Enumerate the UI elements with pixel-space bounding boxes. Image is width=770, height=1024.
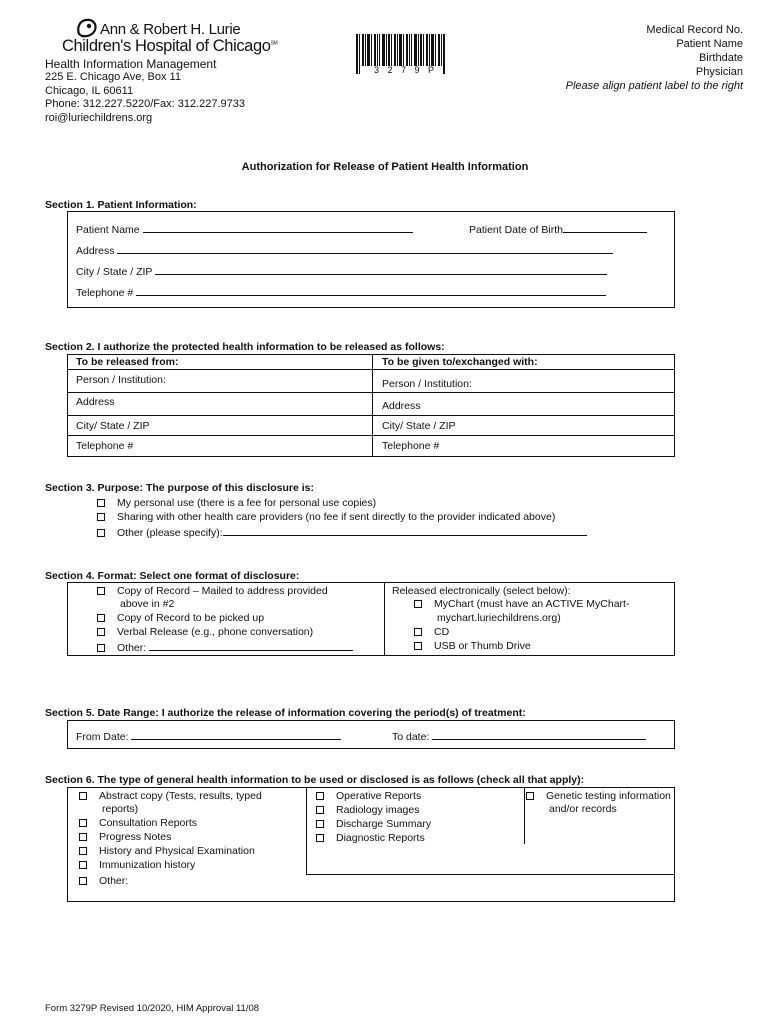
from-date-label: From Date: xyxy=(76,731,129,743)
info-operative-label: Operative Reports xyxy=(336,790,422,802)
label-line-physician: Physician xyxy=(695,66,743,78)
label-note: Please align patient label to the right xyxy=(565,80,743,92)
info-diagnostic-checkbox[interactable] xyxy=(316,834,324,842)
from-person[interactable]: Person / Institution: xyxy=(76,374,166,386)
dob-label: Patient Date of Birth xyxy=(469,224,563,236)
city-field[interactable] xyxy=(155,264,607,275)
info-abstract-checkbox[interactable] xyxy=(79,792,87,800)
telephone-field[interactable] xyxy=(136,285,606,296)
format-pickup xyxy=(97,612,264,624)
to-city[interactable]: City/ State / ZIP xyxy=(382,420,456,432)
dob-field[interactable] xyxy=(563,222,647,233)
info-radiology-label: Radiology images xyxy=(336,804,420,816)
format-verbal-checkbox[interactable] xyxy=(97,628,105,636)
info-genetic-label: Genetic testing information xyxy=(546,790,671,802)
address-row xyxy=(76,243,613,257)
format-mychart xyxy=(414,598,629,610)
telephone-label: Telephone # xyxy=(76,287,134,299)
email: roi@luriechildrens.org xyxy=(45,112,153,124)
info-immunization-checkbox[interactable] xyxy=(79,861,87,869)
logo-line-1: Ann & Robert H. Lurie xyxy=(100,21,241,38)
to-person[interactable]: Person / Institution: xyxy=(382,378,472,390)
info-history-checkbox[interactable] xyxy=(79,847,87,855)
format-pickup-label: Copy of Record to be picked up xyxy=(117,612,265,624)
section-4-title: Section 4. Format: Select one format of disclosure: xyxy=(45,570,300,582)
info-genetic-checkbox[interactable] xyxy=(526,792,534,800)
label-line-birthdate: Birthdate xyxy=(698,52,743,64)
from-address[interactable]: Address xyxy=(76,396,115,408)
purpose-other xyxy=(97,525,587,539)
phone-fax: Phone: 312.227.5220/Fax: 312.227.9733 xyxy=(45,98,246,110)
section-1-title: Section 1. Patient Information: xyxy=(45,199,197,211)
info-abstract xyxy=(79,790,262,802)
format-usb-label: USB or Thumb Drive xyxy=(434,640,531,652)
info-other xyxy=(79,875,128,887)
format-mailed-cont: above in #2 xyxy=(120,598,175,610)
to-date-row xyxy=(392,729,646,743)
to-date-label: To date: xyxy=(392,731,430,743)
page-title: Authorization for Release of Patient Health Information xyxy=(241,161,529,173)
info-diagnostic xyxy=(316,832,425,844)
info-abstract-cont: reports) xyxy=(102,803,139,815)
city-label: City / State / ZIP xyxy=(76,266,153,278)
to-date-field[interactable] xyxy=(432,729,646,740)
format-other-label: Other: xyxy=(117,642,147,654)
info-immunization-label: Immunization history xyxy=(99,859,196,871)
format-cd-label: CD xyxy=(434,626,450,638)
format-mailed-checkbox[interactable] xyxy=(97,587,105,595)
electronic-heading: Released electronically (select below): xyxy=(392,585,571,597)
section-2-grid xyxy=(67,354,675,457)
logo-line-2: Children's Hospital of Chicago xyxy=(62,37,271,55)
format-other-checkbox[interactable] xyxy=(97,644,105,652)
format-mychart-cont: mychart.luriechildrens.org) xyxy=(437,612,561,624)
from-city[interactable]: City/ State / ZIP xyxy=(76,420,150,432)
patient-name-field[interactable] xyxy=(143,222,413,233)
purpose-sharing-checkbox[interactable] xyxy=(97,513,105,521)
purpose-other-field[interactable] xyxy=(223,525,587,536)
info-genetic-cont: and/or records xyxy=(549,803,617,815)
format-mailed-label: Copy of Record – Mailed to address provided xyxy=(117,585,328,597)
purpose-other-label: Other (please specify): xyxy=(117,527,223,539)
barcode-text: 3 2 7 9 P xyxy=(374,65,438,75)
patient-name-row xyxy=(76,222,413,236)
purpose-personal-label: My personal use (there is a fee for personal use copies) xyxy=(117,497,377,509)
to-address[interactable]: Address xyxy=(382,400,421,412)
address-label: Address xyxy=(76,245,115,257)
purpose-personal xyxy=(97,497,376,509)
format-verbal-label: Verbal Release (e.g., phone conversation) xyxy=(117,626,314,638)
barcode xyxy=(356,34,446,74)
info-radiology-checkbox[interactable] xyxy=(316,806,324,814)
form-footer: Form 3279P Revised 10/2020, HIM Approval 11/08 xyxy=(45,1003,260,1014)
to-header: To be given to/exchanged with: xyxy=(382,356,538,368)
city-row xyxy=(76,264,607,278)
info-discharge xyxy=(316,818,431,830)
info-discharge-checkbox[interactable] xyxy=(316,820,324,828)
format-verbal xyxy=(97,626,313,638)
purpose-sharing xyxy=(97,511,555,523)
info-immunization xyxy=(79,859,195,871)
info-abstract-label: Abstract copy (Tests, results, typed xyxy=(99,790,262,802)
purpose-sharing-label: Sharing with other health care providers (no fee if sent directly to the provider indicated above) xyxy=(117,511,556,523)
label-line-medical-record: Medical Record No. xyxy=(646,24,743,36)
info-genetic xyxy=(526,790,671,802)
label-line-patient-name: Patient Name xyxy=(676,38,743,50)
dob-row xyxy=(469,222,647,236)
format-usb xyxy=(414,640,531,652)
to-telephone[interactable]: Telephone # xyxy=(382,440,440,452)
format-pickup-checkbox[interactable] xyxy=(97,614,105,622)
address-line-1: 225 E. Chicago Ave, Box 11 xyxy=(45,71,181,83)
telephone-row xyxy=(76,285,606,299)
from-date-field[interactable] xyxy=(131,729,341,740)
format-mychart-checkbox[interactable] xyxy=(414,600,422,608)
address-field[interactable] xyxy=(117,243,613,254)
format-mychart-label: MyChart (must have an ACTIVE MyChart- xyxy=(434,598,630,610)
info-other-label: Other: xyxy=(99,875,129,887)
format-other-field[interactable] xyxy=(149,640,353,651)
from-header: To be released from: xyxy=(76,356,179,368)
address-line-2: Chicago, IL 60611 xyxy=(45,85,134,97)
info-other-checkbox[interactable] xyxy=(79,877,87,885)
info-diagnostic-label: Diagnostic Reports xyxy=(336,832,425,844)
info-progress-label: Progress Notes xyxy=(99,831,172,843)
info-history-label: History and Physical Examination xyxy=(99,845,255,857)
format-other xyxy=(97,640,353,654)
info-operative xyxy=(316,790,421,802)
info-progress-checkbox[interactable] xyxy=(79,833,87,841)
logo-tm: SM xyxy=(270,40,278,47)
section-2-title: Section 2. I authorize the protected health information to be released as follows: xyxy=(45,341,445,353)
purpose-personal-checkbox[interactable] xyxy=(97,499,105,507)
section-3-title: Section 3. Purpose: The purpose of this disclosure is: xyxy=(45,482,314,494)
info-operative-checkbox[interactable] xyxy=(316,792,324,800)
hospital-logo-icon xyxy=(76,18,98,38)
section-6-title: Section 6. The type of general health information to be used or disclosed is as follows (check all that apply): xyxy=(45,774,585,786)
info-consultation-label: Consultation Reports xyxy=(99,817,198,829)
patient-label-area xyxy=(566,23,743,93)
format-cd-checkbox[interactable] xyxy=(414,628,422,636)
format-usb-checkbox[interactable] xyxy=(414,642,422,650)
info-consultation xyxy=(79,817,197,829)
info-history xyxy=(79,845,255,857)
info-consultation-checkbox[interactable] xyxy=(79,819,87,827)
from-date-row xyxy=(76,729,341,743)
purpose-other-checkbox[interactable] xyxy=(97,529,105,537)
info-progress xyxy=(79,831,171,843)
section-5-title: Section 5. Date Range: I authorize the release of information covering the period(s) of treatment: xyxy=(45,707,526,719)
info-discharge-label: Discharge Summary xyxy=(336,818,432,830)
dept-name: Health Information Management xyxy=(45,57,217,71)
format-mailed xyxy=(97,585,328,597)
format-cd xyxy=(414,626,449,638)
from-telephone[interactable]: Telephone # xyxy=(76,440,134,452)
info-radiology xyxy=(316,804,419,816)
patient-name-label: Patient Name xyxy=(76,224,140,236)
